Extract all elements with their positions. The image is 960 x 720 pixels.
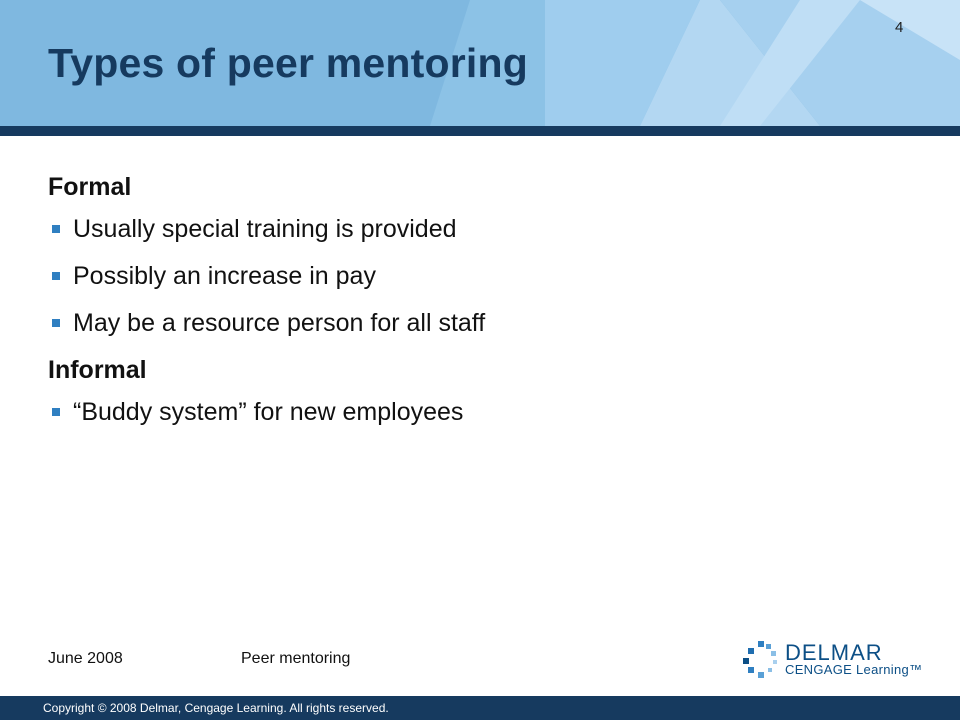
square-bullet-icon [52, 408, 60, 416]
section-heading: Informal [48, 356, 147, 384]
header-band [0, 126, 960, 136]
bullet-text: Possibly an increase in pay [73, 262, 376, 290]
bullet-list [48, 395, 908, 429]
logo-wordmark: DELMAR [785, 640, 883, 665]
slide-title: Types of peer mentoring [48, 40, 528, 86]
section-heading: Formal [48, 173, 132, 201]
section-formal [48, 170, 908, 340]
section-informal [48, 353, 908, 429]
copyright-text: Copyright © 2008 Delmar, Cengage Learning. All rights reserved. [43, 701, 389, 715]
slide-number: 4 [895, 19, 904, 36]
slide-content [48, 170, 908, 442]
square-bullet-icon [52, 225, 60, 233]
delmar-cengage-logo [742, 640, 922, 682]
footer-bar [0, 696, 960, 720]
header [0, 0, 960, 126]
bullet-text: “Buddy system” for new employees [73, 398, 464, 426]
bullet-text: May be a resource person for all staff [73, 309, 486, 337]
bullet-text: Usually special training is provided [73, 215, 457, 243]
footer-topic: Peer mentoring [241, 650, 351, 667]
bullet-item [48, 306, 908, 340]
cengage-logo-mark-icon [742, 640, 782, 680]
bullet-item [48, 212, 908, 246]
logo-tagline: CENGAGE Learning™ [785, 662, 923, 677]
footer-date: June 2008 [48, 650, 123, 667]
square-bullet-icon [52, 272, 60, 280]
bullet-item [48, 259, 908, 293]
square-bullet-icon [52, 319, 60, 327]
bullet-list [48, 212, 908, 340]
bullet-item [48, 395, 908, 429]
